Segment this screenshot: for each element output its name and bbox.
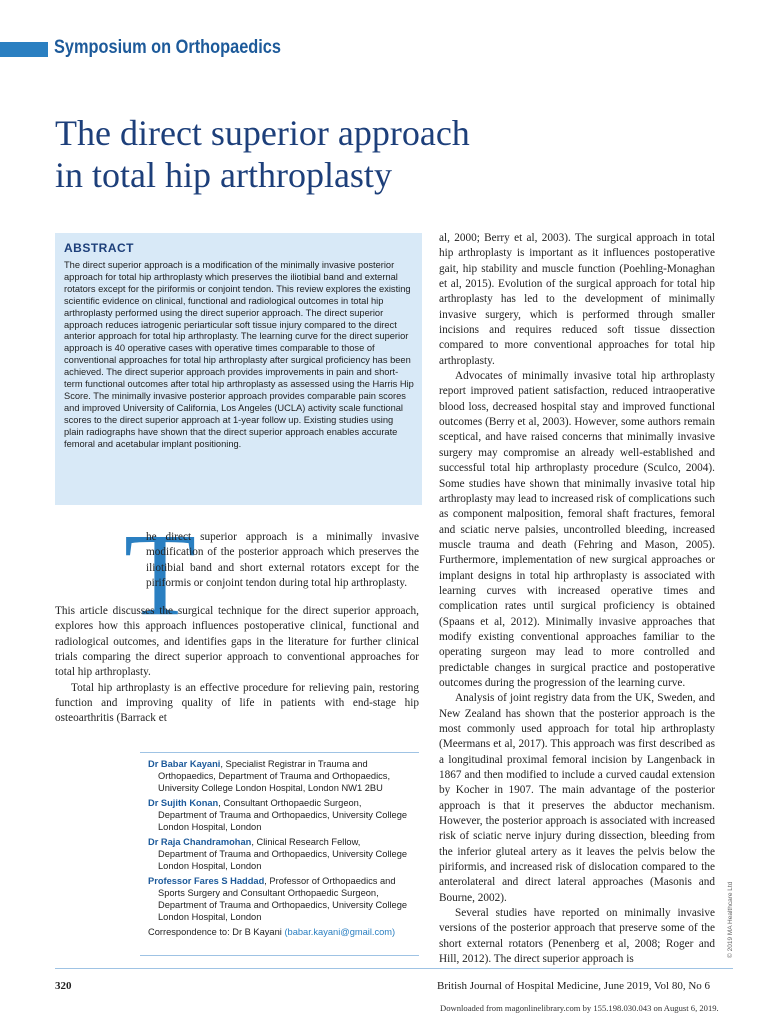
right-paragraph-3: Analysis of joint registry data from the UK, Sweden, and New Zealand has shown that the posterior approach is the most commonly used approach for total hip arthroplasty (Meermans et al, 2017). This approach was first described as a longitudinal proximal femoral incision by Langenback in 1867 and then modified to include a curved caudal extension by Kocher in 1907. The main advantage of the posterior approach is that it preserves the abductor mechanism. However, the posterior approach is associated with increased risk of sciatic nerve injury during dissection, bleeding from the inferior gluteal artery as it leaves the pelvis below the piriformis, and increased risk of dislocation compared to the anterolateral and direct lateral approaches (Masonis and Bourne, 2002).: [439, 692, 715, 904]
body-paragraph-2: Total hip arthroplasty is an effective procedure for relieving pain, restoring function and improving quality of life in patients with end-stage hip osteoarthritis (Barrack et: [55, 681, 419, 725]
author-affiliation: , Specialist Registrar in Trauma and Orthopaedics, Department of Trauma and Orthopaedics, University College London Hospital, London NW1 2BU: [158, 759, 391, 793]
author-name: Dr Babar Kayani: [148, 759, 221, 769]
article-title: [55, 112, 575, 196]
author-name: Professor Fares S Haddad: [148, 876, 265, 886]
author-affiliation: , Consultant Orthopaedic Surgeon, Department of Trauma and Orthopaedics, University College London Hospital, London: [158, 798, 408, 832]
abstract-box: [55, 233, 422, 505]
copyright-notice: © 2019 MA Healthcare Ltd: [727, 881, 734, 958]
author-affiliation: , Clinical Research Fellow, Department of Trauma and Orthopaedics, University College London Hospital, London: [158, 837, 408, 871]
page-number: 320: [55, 980, 72, 992]
intro-text-rest: This article discusses the surgical technique for the direct superior approach, explores how this approach influences postoperative clinical, functional and radiological outcomes, and identifies gaps in the literature for further clinical trials comparing the direct superior approach to conventional approaches for total hip arthroplasty.: [55, 605, 419, 679]
footer-rule: [55, 968, 733, 969]
author-entry: [148, 836, 411, 872]
intro-paragraph-top: [146, 530, 419, 591]
title-line-2: in total hip arthroplasty: [55, 155, 392, 195]
section-accent-bar: [0, 42, 48, 57]
correspondence-email[interactable]: (babar.kayani@gmail.com): [284, 927, 396, 937]
abstract-heading: ABSTRACT: [64, 241, 134, 255]
author-entry: [148, 797, 411, 833]
author-entry: [148, 758, 411, 794]
abstract-text: The direct superior approach is a modification of the minimally invasive posterior approach for total hip arthroplasty which preserves the iliotibial band and external rotators except for the piriformis or conjoint tendon. This review explores the existing scientific evidence on clinical, functional and radiological outcomes in total hip arthroplasty performed using the direct superior approach. The direct superior approach reduces iatrogenic periarticular soft tissue injury compared to the direct anterior approach for total hip arthroplasty. The learning curve for the direct superior approach is 40 operative cases with operative times comparable to those of conventional approaches for total hip arthroplasty after surgical proficiency has been achieved. The direct superior approach provides improvements in pain and short-term functional outcomes after total hip arthroplasty as assessed using the Harris Hip Score. The minimally invasive posterior approach provides comparable pain scores and improved University of California, Los Angeles (UCLA) activity scale functional scores to the direct superior approach at 1-year follow up. Existing studies using plain radiographs have shown that the direct superior approach enables accurate femoral and acetabular implant positioning.: [64, 260, 414, 449]
title-line-1: The direct superior approach: [55, 113, 470, 153]
left-column-body: [55, 604, 419, 727]
drop-cap: T: [124, 509, 197, 640]
author-name: Dr Sujith Konan: [148, 798, 219, 808]
right-paragraph-4: Several studies have reported on minimally invasive versions of the posterior approach that preserve some of the short external rotators (Penenberg et al, 2008; Roger and Hill, 2012). The direct superior approach is: [439, 907, 715, 966]
download-notice: Downloaded from magonlinelibrary.com by 155.198.030.043 on August 6, 2019.: [440, 1003, 719, 1013]
journal-citation: British Journal of Hospital Medicine, June 2019, Vol 80, No 6: [437, 980, 711, 992]
author-affiliation: , Professor of Orthopaedics and Sports Surgery and Consultant Orthopaedic Surgeon, Department of Trauma and Orthopaedics, University College London Hospital, London: [158, 876, 408, 922]
correspondence: [148, 926, 411, 938]
author-name: Dr Raja Chandramohan: [148, 837, 252, 847]
right-paragraph-1: al, 2000; Berry et al, 2003). The surgical approach in total hip arthroplasty is important as it influences postoperative gait, hip stability and muscle function (Poehling-Monaghan et al, 2015). Evolution of the surgical approach for total hip arthroplasty has led to the development of minimally invasive surgery, which is performed through smaller incisions and requires reduced soft tissue dissection compared to more conventional approaches for total hip arthroplasty.: [439, 232, 715, 367]
right-paragraph-2: Advocates of minimally invasive total hip arthroplasty report improved patient satisfaction, reduced intraoperative blood loss, decreased hospital stay and improved functional outcomes (Berry et al, 2003). However, some authors remain sceptical, and have raised concerns that minimally invasive surgery may compromise an already well-established and successful total hip arthroplasty procedure (Sculco, 2004). Some studies have shown that minimally invasive total hip arthroplasty may lead to increased risk of complications such as component malposition, femoral shaft fractures, femoral and sciatic nerve palsies, uncontrolled bleeding, increased muscle trauma and death (Fehring and Mason, 2005). Furthermore, implementation of new surgical approaches or implant designs in total hip arthroplasty is associated with learning curves with increased operative times and complication rates until surgical proficiency is obtained (Spaans et al, 2012). Minimally invasive approaches that modify existing conventional approaches familiar to the operating surgeon may lead to more controlled and predictable changes in surgical practice and postoperative outcomes during the progression of the learning curve.: [439, 370, 715, 689]
author-entry: [148, 875, 411, 923]
section-label: Symposium on Orthopaedics: [54, 37, 281, 58]
intro-text-top: he direct superior approach is a minimally invasive modification of the posterior approach which preserves the iliotibial band and short external rotators except for the piriformis or conjoint tendon during total hip arthroplasty.: [146, 531, 419, 590]
correspondence-label: Correspondence to: Dr B Kayani: [148, 927, 285, 937]
author-box: [140, 752, 419, 956]
right-column-body: [439, 231, 715, 968]
